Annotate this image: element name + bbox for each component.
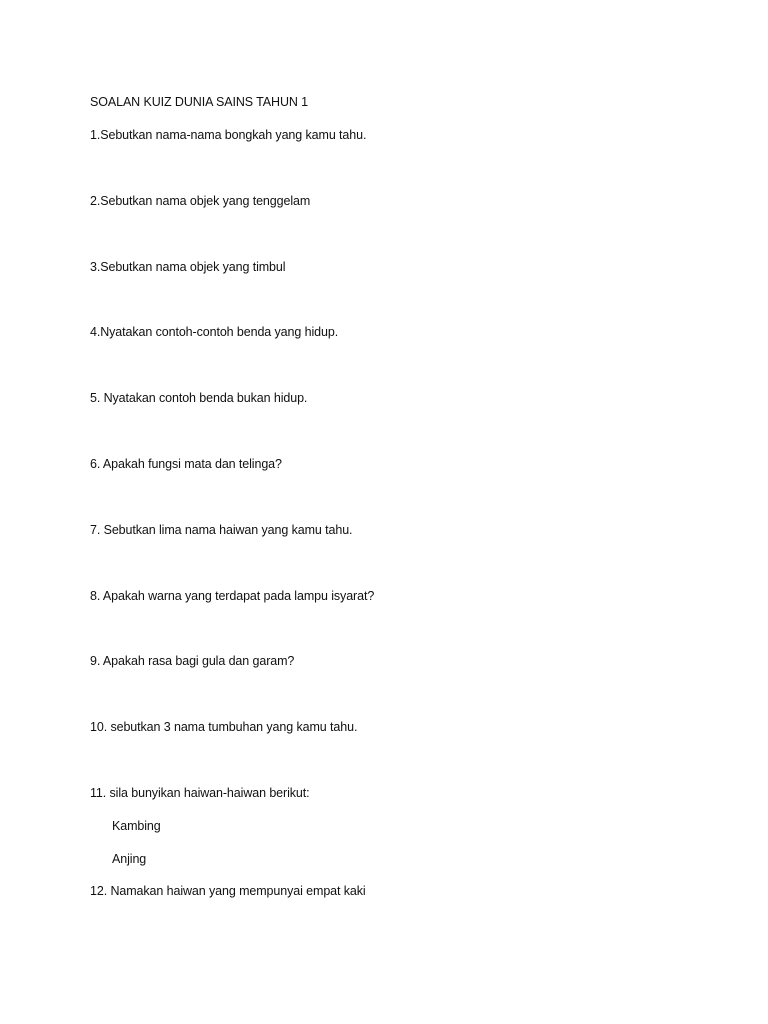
question-4: 4.Nyatakan contoh-contoh benda yang hidup. [90, 325, 339, 339]
sub-item-kambing: Kambing [112, 819, 161, 833]
question-6: 6. Apakah fungsi mata dan telinga? [90, 457, 282, 471]
sub-item-anjing: Anjing [112, 852, 147, 866]
question-9: 9. Apakah rasa bagi gula dan garam? [90, 654, 295, 668]
question-2: 2.Sebutkan nama objek yang tenggelam [90, 194, 311, 208]
question-12: 12. Namakan haiwan yang mempunyai empat kaki [90, 884, 366, 898]
question-3: 3.Sebutkan nama objek yang timbul [90, 260, 286, 274]
question-10: 10. sebutkan 3 nama tumbuhan yang kamu tahu. [90, 720, 358, 734]
question-11: 11. sila bunyikan haiwan-haiwan berikut: [90, 786, 310, 800]
question-5: 5. Nyatakan contoh benda bukan hidup. [90, 391, 308, 405]
question-8: 8. Apakah warna yang terdapat pada lampu isyarat? [90, 589, 375, 603]
question-1: 1.Sebutkan nama-nama bongkah yang kamu tahu. [90, 128, 367, 142]
question-7: 7. Sebutkan lima nama haiwan yang kamu tahu. [90, 523, 353, 537]
document-title: SOALAN KUIZ DUNIA SAINS TAHUN 1 [90, 95, 309, 109]
